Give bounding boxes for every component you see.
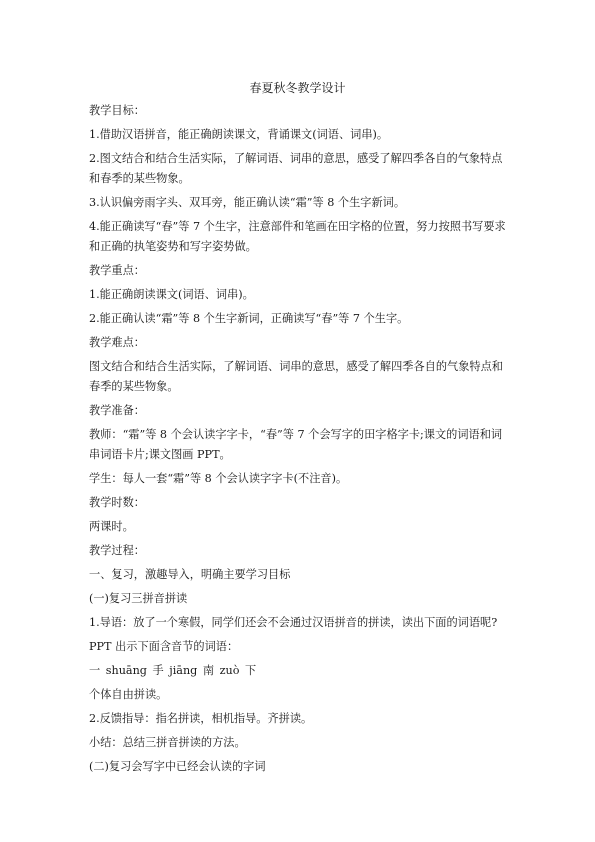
document-body <box>89 101 507 781</box>
key-point-2: 2.能正确认读“霜”等 8 个生字新词，正确读写“春”等 7 个生字。 <box>89 312 409 325</box>
heading-key-points: 教学重点： <box>89 264 145 277</box>
summary: 小结：总结三拼音拼读的方法。 <box>89 736 246 749</box>
document-title: 春夏秋冬教学设计 <box>249 81 346 95</box>
preparation-student: 学生：每人一套“霜”等 8 个会认读字字卡(不注音)。 <box>89 472 348 485</box>
hours-text: 两课时。 <box>89 520 134 533</box>
process-substep-1: (一)复习三拼音拼读 <box>89 592 188 605</box>
objective-4: 4.能正确读写“春”等 7 个生字，注意部件和笔画在田字格的位置，努力按照书写要求和正确的执笔姿势和写字姿势做。 <box>89 220 506 253</box>
feedback-guidance: 2.反馈指导：指名拼读，相机指导。齐拼读。 <box>89 712 313 725</box>
objective-1: 1.借助汉语拼音，能正确朗读课文，背诵课文(词语、词串)。 <box>89 128 389 141</box>
heading-process: 教学过程： <box>89 544 145 557</box>
individual-reading: 个体自由拼读。 <box>89 688 168 701</box>
heading-hours: 教学时数： <box>89 496 145 509</box>
heading-objectives: 教学目标： <box>89 104 145 117</box>
difficulty-text: 图文结合和结合生活实际，了解词语、词串的意思，感受了解四季各自的气象特点和春季的某些物象。 <box>89 360 503 393</box>
key-point-1: 1.能正确朗读课文(词语、词串)。 <box>89 288 254 301</box>
objective-3: 3.认识偏旁雨字头、双耳旁，能正确认读“霜”等 8 个生字新词。 <box>89 196 406 209</box>
process-intro: 1.导语：放了一个寒假，同学们还会不会通过汉语拼音的拼读，读出下面的词语呢? <box>89 616 498 629</box>
process-substep-2: (二)复习会写字中已经会认读的字词 <box>89 760 266 773</box>
ppt-show: PPT 出示下面含音节的词语： <box>89 640 239 653</box>
pinyin-words: 一 shuāng 手 jiāng 南 zuò 下 <box>89 664 257 677</box>
heading-preparation: 教学准备： <box>89 404 145 417</box>
process-step-1: 一、复习，激趣导入，明确主要学习目标 <box>89 568 291 581</box>
heading-difficulties: 教学难点： <box>89 336 145 349</box>
objective-2: 2.图文结合和结合生活实际，了解词语、词串的意思，感受了解四季各自的气象特点和春季的某些物象。 <box>89 152 503 185</box>
preparation-teacher: 教师：“霜”等 8 个会认读字字卡，“春”等 7 个会写字的田字格字卡;课文的词语和词串词语卡片;课文图画 PPT。 <box>89 428 503 461</box>
